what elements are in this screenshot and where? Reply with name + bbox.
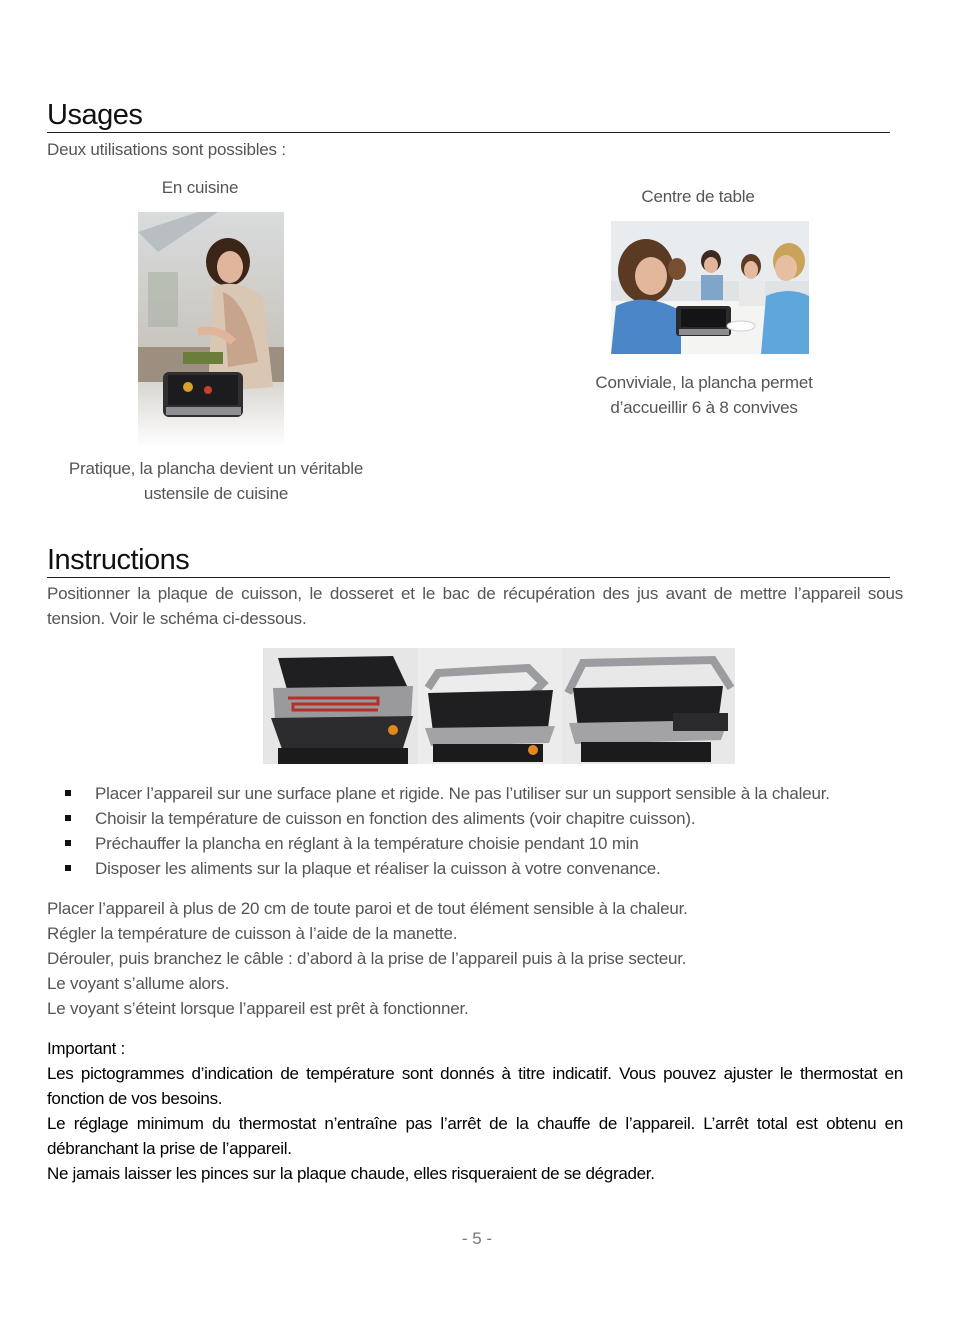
paragraph-line: Régler la température de cuisson à l’aide de la manette. bbox=[47, 924, 458, 943]
paragraph-line: Le voyant s’éteint lorsque l’appareil est prêt à fonctionner. bbox=[47, 999, 469, 1018]
important-label: Important : bbox=[47, 1039, 125, 1058]
important-paragraph-3: Ne jamais laisser les pinces sur la plaque chaude, elles risqueraient de se dégrader. bbox=[47, 1164, 655, 1183]
kitchen-photo bbox=[138, 212, 284, 448]
usages-intro: Deux utilisations sont possibles : bbox=[47, 140, 286, 159]
table-caption-line2: d’accueillir 6 à 8 convives bbox=[610, 398, 798, 417]
page-number: - 5 - bbox=[461, 1229, 493, 1248]
list-item: Préchauffer la plancha en réglant à la température choisie pendant 10 min bbox=[47, 831, 907, 856]
kitchen-caption-line2: ustensile de cuisine bbox=[143, 484, 289, 503]
instructions-heading: Instructions bbox=[47, 543, 890, 578]
table-caption-line1: Conviviale, la plancha permet bbox=[595, 373, 813, 392]
table-label: Centre de table bbox=[641, 187, 755, 206]
bullet-square-icon bbox=[65, 865, 71, 871]
important-notice bbox=[47, 1036, 903, 1186]
kitchen-label: En cuisine bbox=[161, 178, 239, 197]
list-item: Disposer les aliments sur la plaque et réaliser la cuisson à votre convenance. bbox=[47, 856, 907, 881]
step-2-backsplash-illustration bbox=[419, 648, 561, 764]
instructions-intro: Positionner la plaque de cuisson, le dosseret et le bac de récupération des jus avant de mettre l’appareil sous tension. Voir le schéma ci-dessous. bbox=[47, 584, 903, 628]
paragraph-line: Le voyant s’allume alors. bbox=[47, 974, 230, 993]
bullet-square-icon bbox=[65, 840, 71, 846]
step-3-drip-tray-illustration bbox=[562, 648, 735, 764]
instruction-paragraph bbox=[47, 896, 907, 1021]
list-item: Choisir la température de cuisson en fonction des aliments (voir chapitre cuisson). bbox=[47, 806, 907, 831]
bullet-square-icon bbox=[65, 815, 71, 821]
important-paragraph-2: Le réglage minimum du thermostat n’entraîne pas l’arrêt de la chauffe de l’appareil. L’arrêt total est obtenu en débranchant la prise de l’appareil. bbox=[47, 1114, 903, 1158]
kitchen-caption-line1: Pratique, la plancha devient un véritable bbox=[68, 459, 364, 478]
paragraph-line: Placer l’appareil à plus de 20 cm de toute paroi et de tout élément sensible à la chaleur. bbox=[47, 899, 688, 918]
instruction-bullet-list bbox=[47, 781, 907, 881]
table-photo bbox=[611, 221, 809, 354]
assembly-diagram bbox=[263, 648, 735, 764]
usages-heading: Usages bbox=[47, 98, 890, 133]
bullet-square-icon bbox=[65, 790, 71, 796]
important-paragraph-1: Les pictogrammes d’indication de température sont donnés à titre indicatif. Vous pouvez ajuster le thermostat en fonction de vos besoins. bbox=[47, 1064, 903, 1108]
step-1-plate-illustration bbox=[263, 648, 418, 764]
paragraph-line: Dérouler, puis branchez le câble : d’abord à la prise de l’appareil puis à la prise secteur. bbox=[47, 949, 687, 968]
list-item: Placer l’appareil sur une surface plane et rigide. Ne pas l’utiliser sur un support sensible à la chaleur. bbox=[47, 781, 907, 806]
